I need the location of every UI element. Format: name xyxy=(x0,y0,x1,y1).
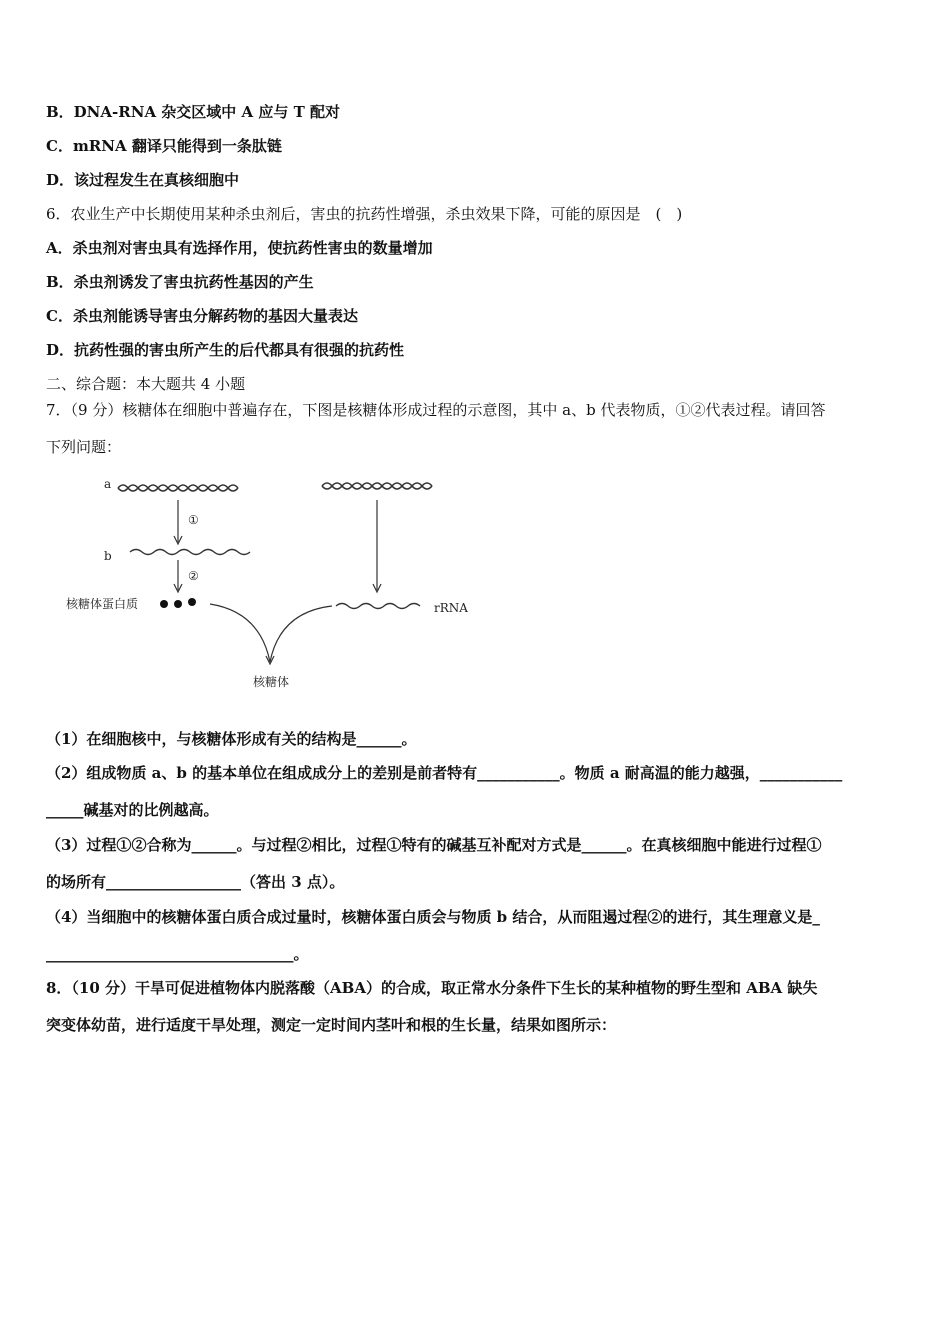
label-rrna: rRNA xyxy=(434,601,468,615)
q6-option-d: D．抗药性强的害虫所产生的后代都具有很强的抗药性 xyxy=(46,341,405,359)
protein-dot xyxy=(188,598,196,606)
section-heading: 二、综合题：本大题共 4 小题 xyxy=(46,375,246,393)
q6-option-c: C．杀虫剂能诱导害虫分解药物的基因大量表达 xyxy=(46,307,358,325)
dna-helix-right xyxy=(322,483,432,489)
q5-option-b: B．DNA-RNA 杂交区域中 A 应与 T 配对 xyxy=(46,103,340,121)
q7-stem-line1: 7．（9 分）核糖体在细胞中普遍存在，下图是核糖体形成过程的示意图，其中 a、b 代表物质，①②代表过程。请回答 xyxy=(46,401,826,419)
q7-part2-line2: _____碱基对的比例越高。 xyxy=(46,801,219,819)
curve-protein-to-ribosome xyxy=(210,604,270,662)
q8-stem-line2: 突变体幼苗，进行适度干旱处理，测定一定时间内茎叶和根的生长量，结果如图所示： xyxy=(46,1016,617,1034)
q6-option-a: A．杀虫剂对害虫具有选择作用，使抗药性害虫的数量增加 xyxy=(46,239,433,257)
q6-option-b: B．杀虫剂诱发了害虫抗药性基因的产生 xyxy=(46,273,314,291)
q7-part3-line2: 的场所有__________________（答出 3 点）。 xyxy=(46,873,345,891)
label-ribosomal-protein: 核糖体蛋白质 xyxy=(66,597,139,611)
mrna-strand xyxy=(130,550,250,555)
label-ribosome: 核糖体 xyxy=(253,675,290,689)
q5-option-c: C．mRNA 翻译只能得到一条肽链 xyxy=(46,137,282,155)
curve-rrna-to-ribosome xyxy=(270,606,332,662)
q8-stem-line1: 8．（10 分）干旱可促进植物体内脱落酸（ABA）的合成，取正常水分条件下生长的某种植物的野生型和 ABA 缺失 xyxy=(46,979,818,997)
rrna-strand xyxy=(336,604,420,609)
label-b: b xyxy=(104,549,112,563)
label-step-1: ① xyxy=(188,513,199,527)
label-a: a xyxy=(104,477,112,491)
dna-helix-left xyxy=(118,485,238,491)
protein-dot xyxy=(160,600,168,608)
q7-part3-line1: （3）过程①②合称为______。与过程②相比，过程①特有的碱基互补配对方式是______。在真核细胞中能进行过程① xyxy=(46,836,822,854)
q5-option-d: D．该过程发生在真核细胞中 xyxy=(46,171,240,189)
q6-stem: 6．农业生产中长期使用某种杀虫剂后，害虫的抗药性增强，杀虫效果下降，可能的原因是 ( ) xyxy=(46,205,683,223)
ribosome-formation-diagram xyxy=(60,472,490,702)
q7-part4-line2: _________________________________。 xyxy=(46,945,309,963)
q7-part1: （1）在细胞核中，与核糖体形成有关的结构是______。 xyxy=(46,730,417,748)
q7-part2-line1: （2）组成物质 a、b 的基本单位在组成成分上的差别是前者特有___________。物质 a 耐高温的能力越强，___________ xyxy=(46,764,843,782)
q7-stem-line2: 下列问题： xyxy=(46,438,122,456)
q7-part4-line1: （4）当细胞中的核糖体蛋白质合成过量时，核糖体蛋白质会与物质 b 结合，从而阻遏过程②的进行，其生理意义是_ xyxy=(46,908,820,926)
protein-dot xyxy=(174,600,182,608)
label-step-2: ② xyxy=(188,569,199,583)
